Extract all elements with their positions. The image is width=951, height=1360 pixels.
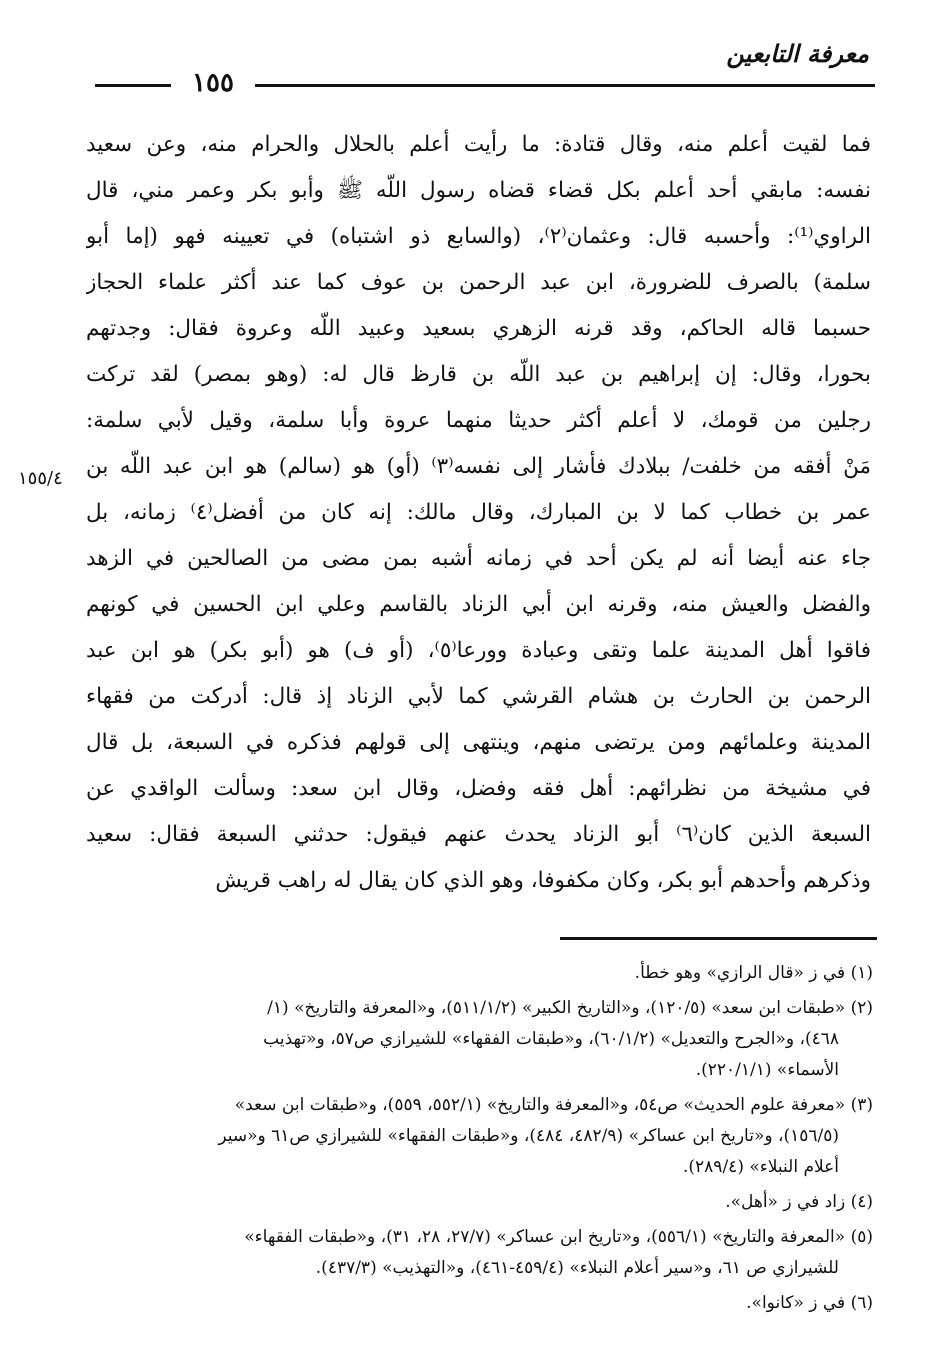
footnote-5-continuation: للشيرازي ص ٦١، و«سير أعلام النبلاء» (٤٥٩/٤-٤٦١)، و«التهذيب» (٤٣٧/٣). bbox=[315, 1258, 839, 1278]
text-line: مَنْ أفقه من خلفت/ ببلادك فأشار إلى نفسه⁽٣⁾ (أو) هو (سالم) هو ابن عبد اللّه بن bbox=[86, 454, 871, 479]
text-line: رجلين من قومك، لا أعلم أكثر حديثا منهما عروة وأبا سلمة، وقيل لأبي سلمة: bbox=[86, 408, 871, 433]
footnote-3-continuation: (١٥٦/٥)، و«تاريخ ابن عساكر» (٤٨٢/٩، ٤٨٤)، و«طبقات الفقهاء» للشيرازي ص٦١ و«سير bbox=[218, 1126, 839, 1146]
text-line: سلمة) بالصرف للضرورة، ابن عبد الرحمن بن عوف كما عند أكثر علماء الحجاز bbox=[86, 270, 871, 295]
footnote-2: (٢) «طبقات ابن سعد» (١٢٠/٥)، و«التاريخ الكبير» (٥١١/١/٢)، و«المعرفة والتاريخ» (١/ bbox=[267, 998, 873, 1018]
page-number: ١٥٥ bbox=[192, 68, 234, 98]
footnotes bbox=[83, 958, 873, 1319]
text-line: نفسه: مابقي أحد أعلم بكل قضاء قضاه رسول اللّه ﷺ وأبو بكر وعمر مني، قال bbox=[86, 178, 871, 203]
text-line: في مشيخة من نظرائهم: أهل فقه وفضل، وقال ابن سعد: وسألت الواقدي عن bbox=[86, 776, 871, 801]
footnote-4: (٤) زاد في ز «أهل». bbox=[725, 1192, 873, 1212]
margin-reference: ١٥٥/٤ bbox=[18, 468, 63, 489]
footnote-separator bbox=[560, 937, 877, 940]
main-text bbox=[86, 122, 871, 904]
text-line: والفضل والعيش منه، وقرنه ابن أبي الزناد بالقاسم وعلي ابن الحسين في كونهم bbox=[86, 592, 871, 617]
footnote-3-continuation: أعلام النبلاء» (٢٨٩/٤). bbox=[683, 1157, 839, 1177]
text-line: عمر بن خطاب كما لا بن المبارك، وقال مالك: إنه كان من أفضل⁽٤⁾ زمانه، بل bbox=[86, 500, 871, 525]
footnote-2-continuation: ٤٦٨)، و«الجرح والتعديل» (٦٠/١/٢)، و«طبقات الفقهاء» للشيرازي ص٥٧، و«تهذيب bbox=[263, 1029, 839, 1049]
text-line: بحورا، وقال: إن إبراهيم بن عبد اللّه بن قارظ قال له: (وهو بمصر) لقد تركت bbox=[86, 362, 871, 387]
text-line: جاء عنه أيضا أنه لم يكن أحد في زمانه أشبه بمن مضى من الصالحين في الزهد bbox=[86, 546, 871, 571]
text-line: فما لقيت أعلم منه، وقال قتادة: ما رأيت أعلم بالحلال والحرام منه، وعن سعيد bbox=[86, 132, 871, 157]
text-line: المدينة وعلمائهم ومن يرتضى منهم، وينتهى إلى قولهم فذكره في السبعة، بل قال bbox=[86, 730, 871, 755]
footnote-3: (٣) «معرفة علوم الحديث» ص٥٤، و«المعرفة والتاريخ» (٥٥٢/١، ٥٥٩)، و«طبقات ابن سعد» bbox=[234, 1095, 873, 1115]
footnote-5: (٥) «المعرفة والتاريخ» (٥٥٦/١)، و«تاريخ ابن عساكر» (٢٧/٧، ٢٨، ٣١)، و«طبقات الفقهاء» bbox=[244, 1227, 873, 1247]
text-line: فاقوا أهل المدينة علما وتقى وعبادة وورعا⁽٥⁾، (أو ف) هو (أبو بكر) هو ابن عبد bbox=[86, 638, 871, 663]
text-line: السبعة الذين كان⁽٦⁾ أبو الزناد يحدث عنهم فيقول: حدثني السبعة فقال: سعيد bbox=[86, 822, 871, 847]
text-line: الراوي⁽¹⁾: وأحسبه قال: وعثمان⁽٢⁾، (والسابع ذو اشتباه) في تعيينه فهو (إما أبو bbox=[86, 224, 871, 249]
text-line: حسبما قاله الحاكم، وقد قرنه الزهري بسعيد وعبيد اللّه وعروة فقال: وجدتهم bbox=[86, 316, 871, 341]
running-title: معرفة التابعين bbox=[726, 39, 869, 68]
footnote-6: (٦) في ز «كانوا». bbox=[746, 1293, 873, 1313]
footnote-2-continuation: الأسماء» (٢٢٠/١/١). bbox=[695, 1060, 839, 1080]
footnote-1: (١) في ز «قال الرازي» وهو خطأ. bbox=[634, 963, 873, 983]
text-line: وذكرهم وأحدهم أبو بكر، وكان مكفوفا، وهو الذي كان يقال له راهب قريش bbox=[215, 868, 871, 893]
text-line: الرحمن بن الحارث بن هشام القرشي كما لأبي الزناد إذ قال: أدركت من فقهاء bbox=[86, 684, 871, 709]
header-rule-right bbox=[255, 84, 875, 87]
header-rule-left bbox=[95, 84, 171, 87]
